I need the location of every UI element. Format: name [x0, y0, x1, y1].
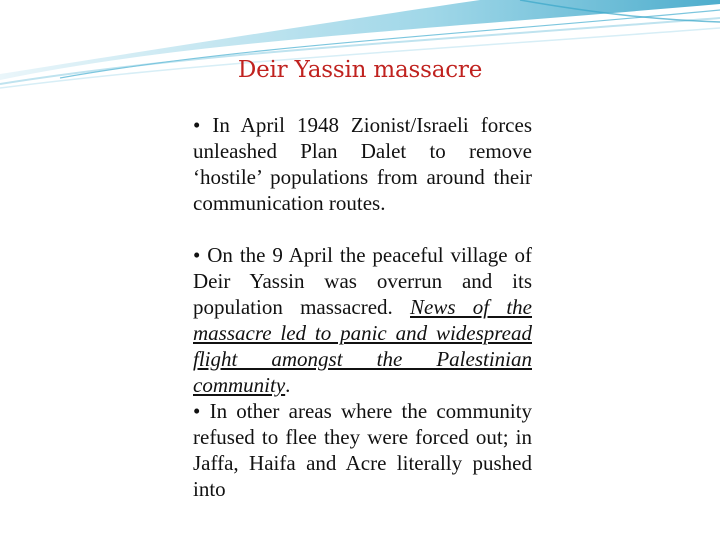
bullet-2	[193, 242, 532, 398]
slide-body	[193, 112, 532, 502]
bullet-2-text: On the 9 April the peaceful village of Deir Yassin was overrun and its population massacred.	[193, 243, 532, 319]
bullet-3	[193, 398, 532, 502]
bullet-marker: •	[193, 113, 201, 137]
bullet-marker: •	[193, 243, 201, 267]
bullet-3-text: In other areas where the community refused to flee they were forced out; in Jaffa, Haifa and Acre literally pushed into	[193, 399, 533, 501]
bullet-1-text: In April 1948 Zionist/Israeli forces unleashed Plan Dalet to remove ‘hostile’ populations from around their communication routes.	[193, 113, 533, 215]
bullet-marker: •	[193, 399, 201, 423]
bullet-2-emphasis: News of the massacre led to panic and widespread flight amongst the Palestinian community	[193, 295, 532, 397]
bullet-1	[193, 112, 532, 216]
slide-title: Deir Yassin massacre	[237, 57, 483, 83]
bullet-2-text-end: .	[285, 373, 291, 397]
